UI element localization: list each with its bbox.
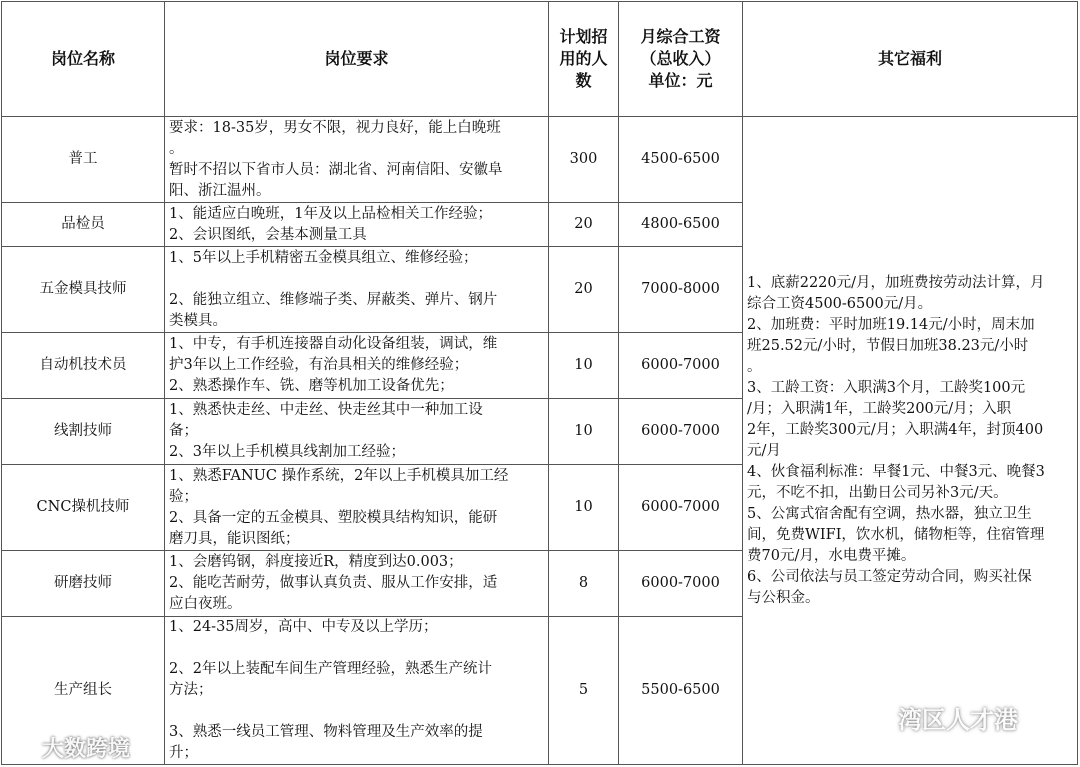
- header-salary: 月综合工资 （总收入） 单位：元: [619, 2, 743, 117]
- watermark-right: [858, 700, 1018, 735]
- header-benefits: 其它福利: [743, 2, 1078, 117]
- job-requirements: 1、会磨钨钢，斜度接近R，精度到达0.003； 2、能吃苦耐劳，做事认真负责、服从工作安排，适 应白夜班。: [165, 551, 549, 617]
- job-name: 五金模具技师: [2, 247, 165, 333]
- job-salary: 4800-6500: [619, 203, 743, 247]
- job-name: 自动机技术员: [2, 333, 165, 399]
- watermark-left: [8, 732, 130, 763]
- header-row: [2, 2, 1078, 117]
- job-name: 线割技师: [2, 399, 165, 465]
- job-headcount: 10: [549, 399, 619, 465]
- header-headcount: 计划招 用的人 数: [549, 2, 619, 117]
- watermark-left-text: 大数跨境: [42, 737, 131, 762]
- job-name: 研磨技师: [2, 551, 165, 617]
- job-salary: 6000-7000: [619, 399, 743, 465]
- job-requirements: 1、5年以上手机精密五金模具组立、维修经验； 2、能独立组立、维修端子类、屏蔽类、弹片、钢片 类模具。: [165, 247, 549, 333]
- job-headcount: 20: [549, 247, 619, 333]
- recruitment-table: [1, 1, 1078, 765]
- job-headcount: 10: [549, 465, 619, 551]
- job-salary: 4500-6500: [619, 117, 743, 203]
- job-headcount: 20: [549, 203, 619, 247]
- header-requirements: 岗位要求: [165, 2, 549, 117]
- job-salary: 6000-7000: [619, 333, 743, 399]
- header-position: 岗位名称: [2, 2, 165, 117]
- job-headcount: 8: [549, 551, 619, 617]
- benefits-cell: 1、底薪2220元/月，加班费按劳动法计算，月 综合工资4500-6500元/月。 2、加班费：平时加班19.14元/小时，周末加 班25.52元/小时，节假日加班38.23元/小时 。 3、工龄工资：入职满3个月，工龄奖100元 /月；入职满1年，工龄奖200元/月；入职 2年，工龄奖300元/月；入职满4年，封顶400 元/月 4、伙食福利标准：早餐1元、中餐3元、晚餐3 元，不吃不扣，出勤日公司另补3元/天。 5、公寓式宿舍配有空调，热水器，独立卫生 间，免费WIFI，饮水机，储物柜等，住宿管理 费70元/月，水电费平摊。 6、公司依法与员工签定劳动合同，购买社保 与公积金。: [743, 117, 1078, 765]
- job-name: 普工: [2, 117, 165, 203]
- job-name: 品检员: [2, 203, 165, 247]
- job-requirements: 1、熟悉FANUC 操作系统，2年以上手机模具加工经 验； 2、具备一定的五金模具、塑胶模具结构知识，能研 磨刀具，能识图纸；: [165, 465, 549, 551]
- watermark-right-text: 湾区人才港: [898, 706, 1018, 734]
- job-requirements: 1、24-35周岁，高中、中专及以上学历； 2、2年以上装配车间生产管理经验，熟悉生产统计 方法； 3、熟悉一线员工管理、物料管理及生产效率的提 升；: [165, 617, 549, 765]
- job-headcount: 5: [549, 617, 619, 765]
- job-requirements: 要求：18-35岁，男女不限，视力良好，能上白晚班 。 暂时不招以下省市人员：湖北省、河南信阳、安徽阜 阳、浙江温州。: [165, 117, 549, 203]
- wechat-icon: [858, 702, 890, 734]
- job-requirements: 1、中专，有手机连接器自动化设备组装，调试，维 护3年以上工作经验，有治具相关的维修经验； 2、熟悉操作车、铣、磨等机加工设备优先；: [165, 333, 549, 399]
- job-name: CNC操机技师: [2, 465, 165, 551]
- job-headcount: 300: [549, 117, 619, 203]
- job-salary: 6000-7000: [619, 465, 743, 551]
- table-row: [2, 117, 1078, 203]
- weibo-icon: [8, 733, 38, 763]
- job-salary: 5500-6500: [619, 617, 743, 765]
- job-requirements: 1、熟悉快走丝、中走丝、快走丝其中一种加工设 备； 2、3年以上手机模具线割加工经验；: [165, 399, 549, 465]
- job-salary: 7000-8000: [619, 247, 743, 333]
- job-headcount: 10: [549, 333, 619, 399]
- job-requirements: 1、能适应白晚班，1年及以上品检相关工作经验； 2、会识图纸，会基本测量工具: [165, 203, 549, 247]
- job-name: 生产组长: [2, 617, 165, 765]
- job-salary: 6000-7000: [619, 551, 743, 617]
